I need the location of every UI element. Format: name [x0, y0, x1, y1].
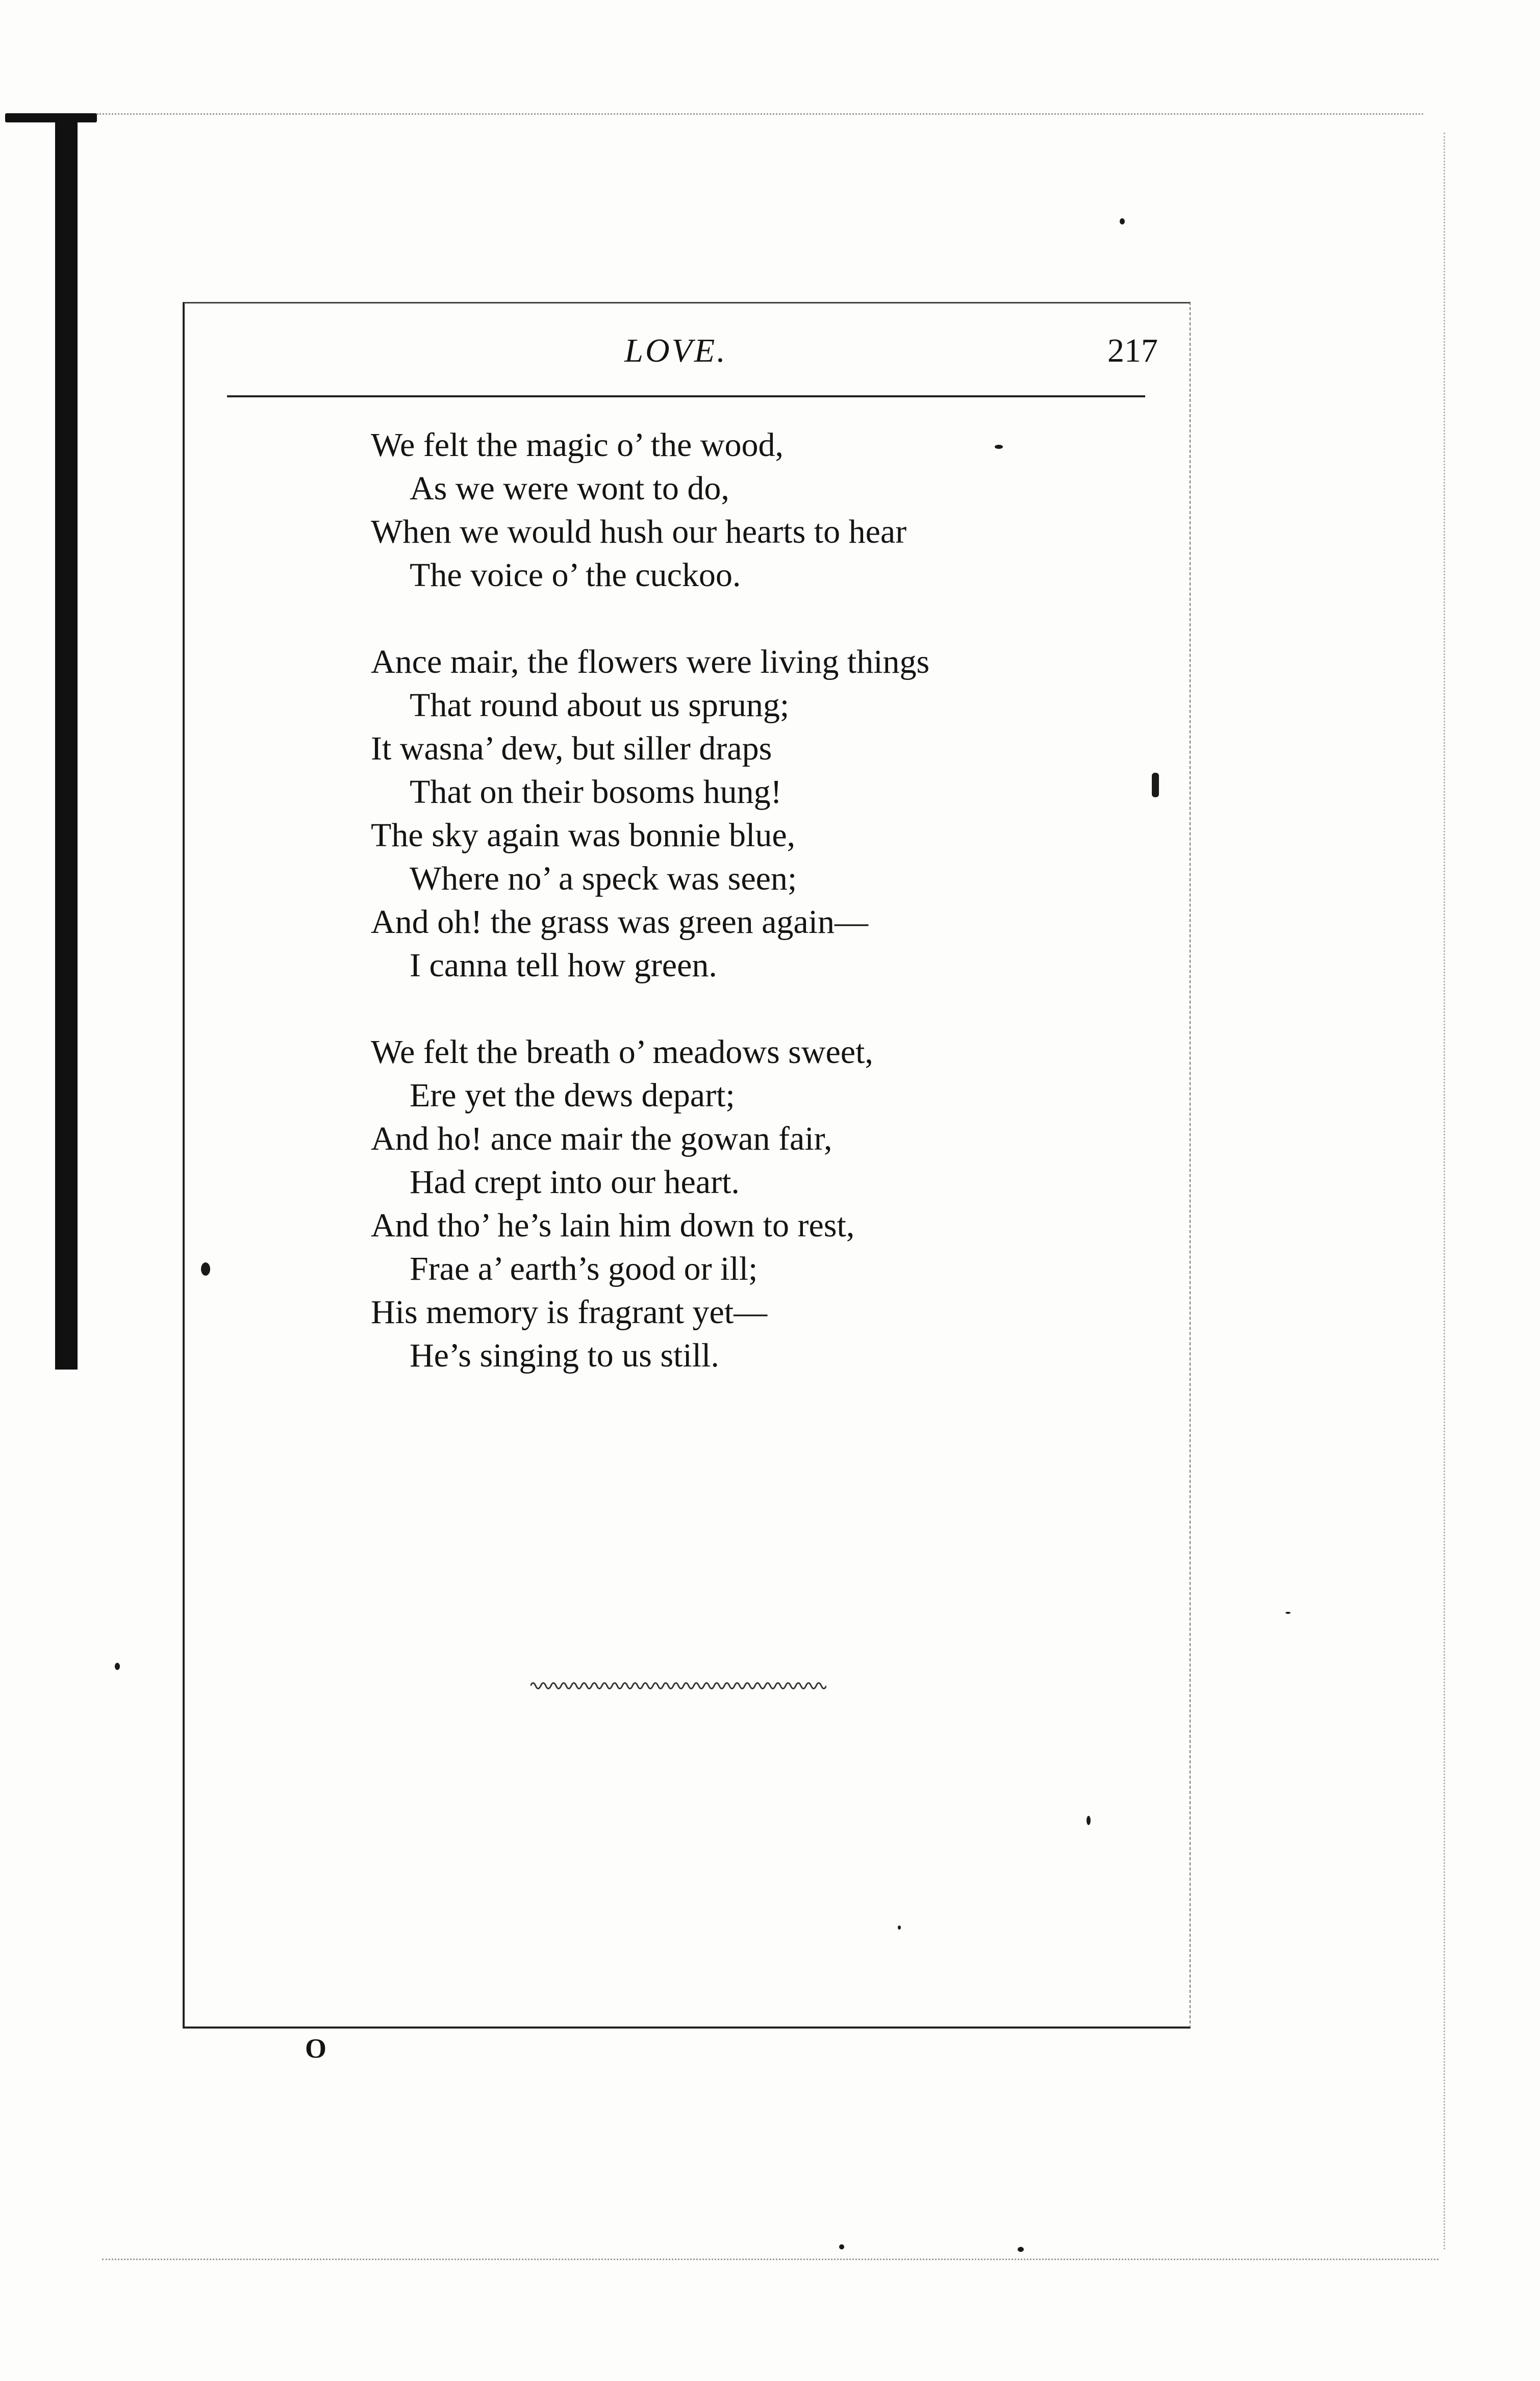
poem-line: That on their bosoms hung! — [410, 773, 782, 810]
ink-speck — [898, 1926, 901, 1930]
poem-line: His memory is fragrant yet— — [371, 1294, 768, 1331]
poem-line: It wasna’ dew, but siller draps — [371, 730, 772, 767]
header-rule — [227, 395, 1145, 397]
stanza — [371, 423, 1187, 597]
poem-line: And oh! the grass was green again— — [371, 903, 869, 941]
ink-speck — [1018, 2247, 1024, 2252]
scan-edge-top — [97, 113, 1423, 115]
signature-mark: O — [305, 2033, 327, 2064]
poem-line: We felt the breath o’ meadows sweet, — [371, 1033, 873, 1071]
poem-line: He’s singing to us still. — [410, 1337, 719, 1374]
page-edge-right — [1444, 133, 1445, 2249]
poem-line: And tho’ he’s lain him down to rest, — [371, 1207, 855, 1244]
poem-line: We felt the magic o’ the wood, — [371, 426, 784, 464]
poem-line: And ho! ance mair the gowan fair, — [371, 1120, 832, 1157]
ink-speck — [1285, 1612, 1291, 1614]
page-number: 217 — [1107, 332, 1158, 369]
running-title: LOVE. — [624, 332, 727, 369]
poem-line: Where no’ a speck was seen; — [410, 860, 797, 897]
binding-edge-top — [5, 113, 97, 122]
poem-line: I canna tell how green. — [410, 947, 717, 984]
poem-line: As we were wont to do, — [410, 470, 729, 507]
scan-edge-bottom — [102, 2259, 1438, 2260]
ink-speck — [201, 1262, 210, 1276]
poem-line: Ere yet the dews depart; — [410, 1077, 735, 1114]
ink-speck — [839, 2244, 844, 2249]
poem-line: That round about us sprung; — [410, 687, 790, 724]
poem-line: Ance mair, the flowers were living things — [371, 643, 930, 680]
ink-speck — [1120, 218, 1125, 224]
ink-speck — [1152, 773, 1159, 797]
poem-line: The voice o’ the cuckoo. — [410, 556, 741, 594]
stanza — [371, 640, 1187, 987]
ink-speck — [115, 1663, 120, 1670]
binding-edge — [55, 115, 78, 1370]
ink-speck — [1087, 1816, 1091, 1825]
poem-line: When we would hush our hearts to hear — [371, 513, 907, 550]
stanza — [371, 1030, 1187, 1377]
poem-line: The sky again was bonnie blue, — [371, 817, 796, 854]
poem-body — [371, 423, 1187, 1421]
ink-speck — [995, 445, 1003, 449]
poem-line: Had crept into our heart. — [410, 1163, 740, 1201]
wavy-ornament — [531, 1678, 826, 1693]
poem-line: Frae a’ earth’s good or ill; — [410, 1250, 758, 1287]
